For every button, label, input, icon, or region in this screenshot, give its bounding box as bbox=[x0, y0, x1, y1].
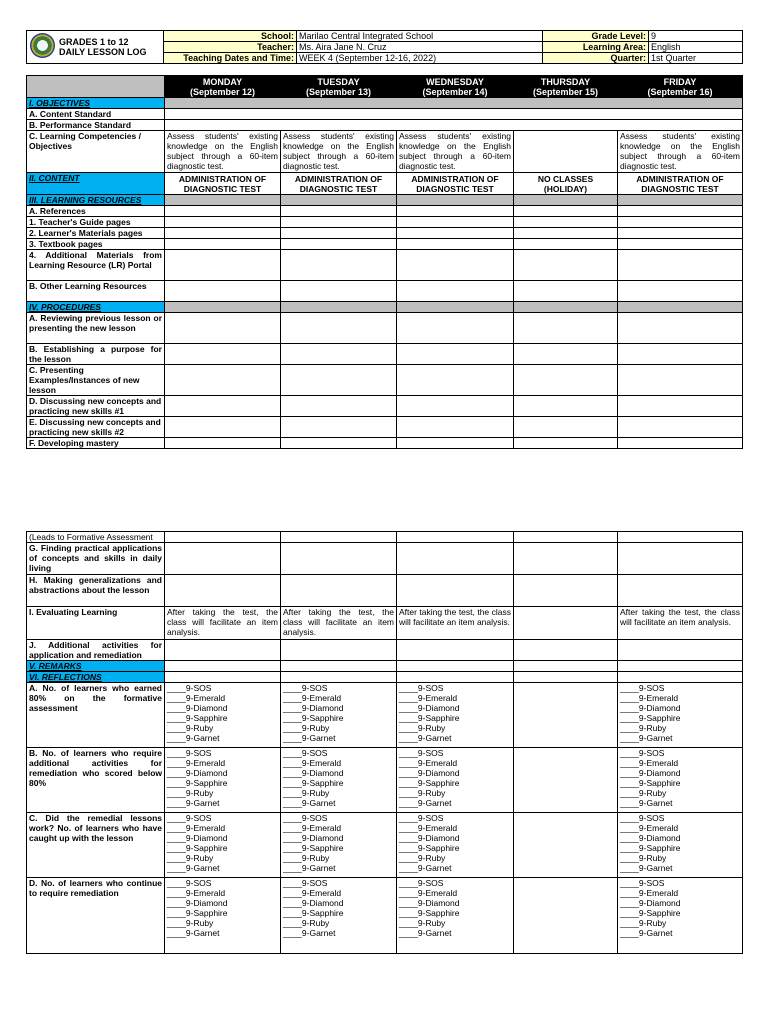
procedure-f-label: F. Developing mastery bbox=[27, 438, 165, 449]
section-entry: ____9-Ruby bbox=[167, 853, 214, 863]
school-label: School: bbox=[164, 31, 297, 42]
dll-title: GRADES 1 to 12 DAILY LESSON LOG bbox=[27, 31, 164, 64]
section-entry: ____9-Diamond bbox=[620, 703, 681, 713]
section-entry: ____9-Sapphire bbox=[620, 778, 681, 788]
section-entry: ____9-Diamond bbox=[167, 703, 228, 713]
section-entry: ____9-Diamond bbox=[399, 833, 460, 843]
section-entry: ____9-Ruby bbox=[399, 918, 446, 928]
section-entry: ____9-Emerald bbox=[620, 758, 679, 768]
section-entry: ____9-Ruby bbox=[620, 918, 667, 928]
section-entry: ____9-Ruby bbox=[399, 788, 446, 798]
section-entry: ____9-Ruby bbox=[283, 853, 330, 863]
section-entry: ____9-Ruby bbox=[167, 788, 214, 798]
section-entry: ____9-Emerald bbox=[620, 888, 679, 898]
content-friday: ADMINISTRATION OF DIAGNOSTIC TEST bbox=[618, 173, 743, 195]
sections-list bbox=[165, 683, 281, 748]
day-header-monday: MONDAY (September 12) bbox=[165, 76, 281, 98]
section-entry: ____9-Emerald bbox=[620, 693, 679, 703]
section-entry: ____9-Sapphire bbox=[283, 843, 344, 853]
reflection-a-label: A. No. of learners who earned 80% on the formative assessment bbox=[27, 683, 165, 748]
reflection-d-label: D. No. of learners who continue to require remediation bbox=[27, 878, 165, 954]
resources-heading: III. LEARNING RESOURCES bbox=[27, 195, 165, 206]
section-entry: ____9-SOS bbox=[620, 813, 665, 823]
procedure-f-continued: (Leads to Formative Assessment bbox=[27, 532, 165, 543]
sections-list bbox=[618, 748, 743, 813]
procedure-c-label: C. Presenting Examples/Instances of new lesson bbox=[27, 365, 165, 396]
reflection-c-row bbox=[27, 813, 743, 878]
sections-list bbox=[165, 748, 281, 813]
tg-pages-label: 1. Teacher's Guide pages bbox=[27, 217, 165, 228]
section-entry: ____9-SOS bbox=[399, 813, 444, 823]
sections-list bbox=[281, 683, 397, 748]
header-table bbox=[26, 30, 743, 64]
section-entry: ____9-Emerald bbox=[399, 693, 458, 703]
section-entry: ____9-Diamond bbox=[620, 768, 681, 778]
section-entry: ____9-SOS bbox=[399, 683, 444, 693]
section-entry: ____9-SOS bbox=[399, 748, 444, 758]
section-entry: ____9-Emerald bbox=[283, 823, 342, 833]
section-entry: ____9-SOS bbox=[620, 683, 665, 693]
day-header-row bbox=[27, 76, 743, 98]
reflection-a-row bbox=[27, 683, 743, 748]
section-entry: ____9-SOS bbox=[620, 878, 665, 888]
section-entry: ____9-Sapphire bbox=[620, 713, 681, 723]
section-entry: ____9-Ruby bbox=[399, 853, 446, 863]
section-entry: ____9-SOS bbox=[167, 878, 212, 888]
dates-label: Teaching Dates and Time: bbox=[164, 53, 297, 64]
lm-pages-label: 2. Learner's Materials pages bbox=[27, 228, 165, 239]
textbook-pages-label: 3. Textbook pages bbox=[27, 239, 165, 250]
section-entry: ____9-SOS bbox=[283, 813, 328, 823]
content-tuesday: ADMINISTRATION OF DIAGNOSTIC TEST bbox=[281, 173, 397, 195]
area-label: Learning Area: bbox=[543, 42, 649, 53]
section-entry: ____9-Diamond bbox=[399, 703, 460, 713]
section-entry: ____9-Ruby bbox=[620, 723, 667, 733]
procedure-a-label: A. Reviewing previous lesson or presenting the new lesson bbox=[27, 313, 165, 344]
section-entry: ____9-Emerald bbox=[167, 888, 226, 898]
section-entry: ____9-Ruby bbox=[620, 853, 667, 863]
performance-standard-label: B. Performance Standard bbox=[27, 120, 165, 131]
section-entry: ____9-Emerald bbox=[167, 823, 226, 833]
section-entry: ____9-Ruby bbox=[399, 723, 446, 733]
remarks-heading: V. REMARKS bbox=[27, 661, 165, 672]
day-header-thursday: THURSDAY (September 15) bbox=[514, 76, 618, 98]
section-entry: ____9-Ruby bbox=[283, 918, 330, 928]
sections-list bbox=[618, 683, 743, 748]
section-entry: ____9-Garnet bbox=[167, 863, 220, 873]
section-entry: ____9-Sapphire bbox=[399, 908, 460, 918]
competency-friday: Assess students' existing knowledge on the English subject through a 60-item diagnostic test. bbox=[618, 131, 743, 173]
dates-value: WEEK 4 (September 12-16, 2022) bbox=[297, 53, 543, 64]
section-entry: ____9-Garnet bbox=[620, 928, 673, 938]
competencies-label: C. Learning Competencies / Objectives bbox=[27, 131, 165, 173]
section-entry: ____9-Garnet bbox=[399, 798, 452, 808]
section-entry: ____9-SOS bbox=[167, 813, 212, 823]
reflection-c-label: C. Did the remedial lessons work? No. of learners who have caught up with the lesson bbox=[27, 813, 165, 878]
section-entry: ____9-SOS bbox=[167, 683, 212, 693]
section-entry: ____9-Ruby bbox=[283, 788, 330, 798]
day-header-tuesday: TUESDAY (September 13) bbox=[281, 76, 397, 98]
section-entry: ____9-SOS bbox=[283, 878, 328, 888]
evaluation-monday: After taking the test, the class will facilitate an item analysis. bbox=[165, 607, 281, 640]
content-wednesday: ADMINISTRATION OF DIAGNOSTIC TEST bbox=[397, 173, 514, 195]
section-entry: ____9-Diamond bbox=[167, 768, 228, 778]
section-entry: ____9-Garnet bbox=[620, 798, 673, 808]
section-entry: ____9-Sapphire bbox=[167, 843, 228, 853]
sections-list bbox=[618, 813, 743, 878]
section-entry: ____9-Sapphire bbox=[399, 778, 460, 788]
procedure-e-label: E. Discussing new concepts and practicing new skills #2 bbox=[27, 417, 165, 438]
sections-list bbox=[281, 748, 397, 813]
area-value: English bbox=[649, 42, 743, 53]
section-entry: ____9-Garnet bbox=[283, 733, 336, 743]
procedure-h-label: H. Making generalizations and abstractions about the lesson bbox=[27, 575, 165, 607]
section-entry: ____9-Emerald bbox=[167, 758, 226, 768]
section-entry: ____9-Diamond bbox=[167, 833, 228, 843]
section-entry: ____9-Ruby bbox=[167, 723, 214, 733]
sections-list bbox=[397, 683, 514, 748]
section-entry: ____9-Sapphire bbox=[620, 843, 681, 853]
section-entry: ____9-Emerald bbox=[283, 693, 342, 703]
section-entry: ____9-Emerald bbox=[399, 888, 458, 898]
section-entry: ____9-Emerald bbox=[620, 823, 679, 833]
section-entry: ____9-Garnet bbox=[167, 733, 220, 743]
competency-tuesday: Assess students' existing knowledge on the English subject through a 60-item diagnostic test. bbox=[281, 131, 397, 173]
section-entry: ____9-Garnet bbox=[167, 798, 220, 808]
sections-list bbox=[281, 813, 397, 878]
section-entry: ____9-Garnet bbox=[283, 928, 336, 938]
section-entry: ____9-Sapphire bbox=[283, 778, 344, 788]
section-entry: ____9-Garnet bbox=[283, 863, 336, 873]
grade-value: 9 bbox=[649, 31, 743, 42]
teacher-value: Ms. Aira Jane N. Cruz bbox=[297, 42, 543, 53]
content-standard-label: A. Content Standard bbox=[27, 109, 165, 120]
section-entry: ____9-Ruby bbox=[283, 723, 330, 733]
procedure-d-label: D. Discussing new concepts and practicing new skills #1 bbox=[27, 396, 165, 417]
section-entry: ____9-Emerald bbox=[167, 693, 226, 703]
section-entry: ____9-Emerald bbox=[399, 823, 458, 833]
section-entry: ____9-SOS bbox=[399, 878, 444, 888]
day-header-wednesday: WEDNESDAY (September 14) bbox=[397, 76, 514, 98]
section-entry: ____9-Emerald bbox=[283, 758, 342, 768]
section-entry: ____9-Garnet bbox=[399, 863, 452, 873]
section-entry: ____9-Sapphire bbox=[399, 713, 460, 723]
teacher-label: Teacher: bbox=[164, 42, 297, 53]
section-entry: ____9-SOS bbox=[620, 748, 665, 758]
quarter-value: 1st Quarter bbox=[649, 53, 743, 64]
procedure-i-label: I. Evaluating Learning bbox=[27, 607, 165, 640]
section-entry: ____9-Ruby bbox=[620, 788, 667, 798]
section-entry: ____9-Diamond bbox=[283, 703, 344, 713]
lesson-table-part1 bbox=[26, 75, 743, 449]
section-entry: ____9-Diamond bbox=[283, 833, 344, 843]
section-entry: ____9-Diamond bbox=[399, 768, 460, 778]
section-entry: ____9-Garnet bbox=[620, 863, 673, 873]
grade-label: Grade Level: bbox=[543, 31, 649, 42]
procedures-heading: IV. PROCEDURES bbox=[27, 302, 165, 313]
section-entry: ____9-Garnet bbox=[620, 733, 673, 743]
section-entry: ____9-Garnet bbox=[283, 798, 336, 808]
sections-list bbox=[281, 878, 397, 954]
sections-list bbox=[397, 813, 514, 878]
sections-list bbox=[618, 878, 743, 954]
section-entry: ____9-Sapphire bbox=[167, 713, 228, 723]
section-entry: ____9-SOS bbox=[283, 683, 328, 693]
evaluation-tuesday: After taking the test, the class will facilitate an item analysis. bbox=[281, 607, 397, 640]
quarter-label: Quarter: bbox=[543, 53, 649, 64]
section-entry: ____9-Garnet bbox=[399, 733, 452, 743]
reflection-b-label: B. No. of learners who require additional activities for remediation who scored below 80% bbox=[27, 748, 165, 813]
objectives-heading: I. OBJECTIVES bbox=[27, 98, 165, 109]
procedure-j-label: J. Additional activities for application and remediation bbox=[27, 640, 165, 661]
sections-list bbox=[397, 748, 514, 813]
competency-monday: Assess students' existing knowledge on the English subject through a 60-item diagnostic test. bbox=[165, 131, 281, 173]
day-header-friday: FRIDAY (September 16) bbox=[618, 76, 743, 98]
references-label: A. References bbox=[27, 206, 165, 217]
section-entry: ____9-Ruby bbox=[167, 918, 214, 928]
section-entry: ____9-Sapphire bbox=[283, 713, 344, 723]
section-entry: ____9-Garnet bbox=[167, 928, 220, 938]
content-heading: II. CONTENT bbox=[27, 173, 165, 195]
section-entry: ____9-SOS bbox=[283, 748, 328, 758]
school-value: Marilao Central Integrated School bbox=[297, 31, 543, 42]
section-entry: ____9-Diamond bbox=[399, 898, 460, 908]
section-entry: ____9-Sapphire bbox=[167, 908, 228, 918]
section-entry: ____9-Sapphire bbox=[283, 908, 344, 918]
section-entry: ____9-Sapphire bbox=[620, 908, 681, 918]
section-entry: ____9-Emerald bbox=[399, 758, 458, 768]
sections-list bbox=[165, 878, 281, 954]
section-entry: ____9-Diamond bbox=[283, 898, 344, 908]
evaluation-friday: After taking the test, the class will facilitate an item analysis. bbox=[618, 607, 743, 640]
reflection-b-row bbox=[27, 748, 743, 813]
section-entry: ____9-SOS bbox=[167, 748, 212, 758]
section-entry: ____9-Diamond bbox=[167, 898, 228, 908]
lesson-table-part2 bbox=[26, 531, 743, 954]
section-entry: ____9-Sapphire bbox=[399, 843, 460, 853]
sections-list bbox=[165, 813, 281, 878]
additional-materials-label: 4. Additional Materials from Learning Resource (LR) Portal bbox=[27, 250, 165, 281]
evaluation-wednesday: After taking the test, the class will facilitate an item analysis. bbox=[397, 607, 514, 640]
competency-wednesday: Assess students' existing knowledge on the English subject through a 60-item diagnostic test. bbox=[397, 131, 514, 173]
section-entry: ____9-Garnet bbox=[399, 928, 452, 938]
section-entry: ____9-Sapphire bbox=[167, 778, 228, 788]
other-resources-label: B. Other Learning Resources bbox=[27, 281, 165, 302]
procedure-g-label: G. Finding practical applications of concepts and skills in daily living bbox=[27, 543, 165, 575]
section-entry: ____9-Diamond bbox=[620, 898, 681, 908]
reflection-d-row bbox=[27, 878, 743, 954]
section-entry: ____9-Emerald bbox=[283, 888, 342, 898]
content-monday: ADMINISTRATION OF DIAGNOSTIC TEST bbox=[165, 173, 281, 195]
reflections-heading: VI. REFLECTIONS bbox=[27, 672, 165, 683]
sections-list bbox=[397, 878, 514, 954]
section-entry: ____9-Diamond bbox=[620, 833, 681, 843]
procedure-b-label: B. Establishing a purpose for the lesson bbox=[27, 344, 165, 365]
content-thursday: NO CLASSES (HOLIDAY) bbox=[514, 173, 618, 195]
section-entry: ____9-Diamond bbox=[283, 768, 344, 778]
